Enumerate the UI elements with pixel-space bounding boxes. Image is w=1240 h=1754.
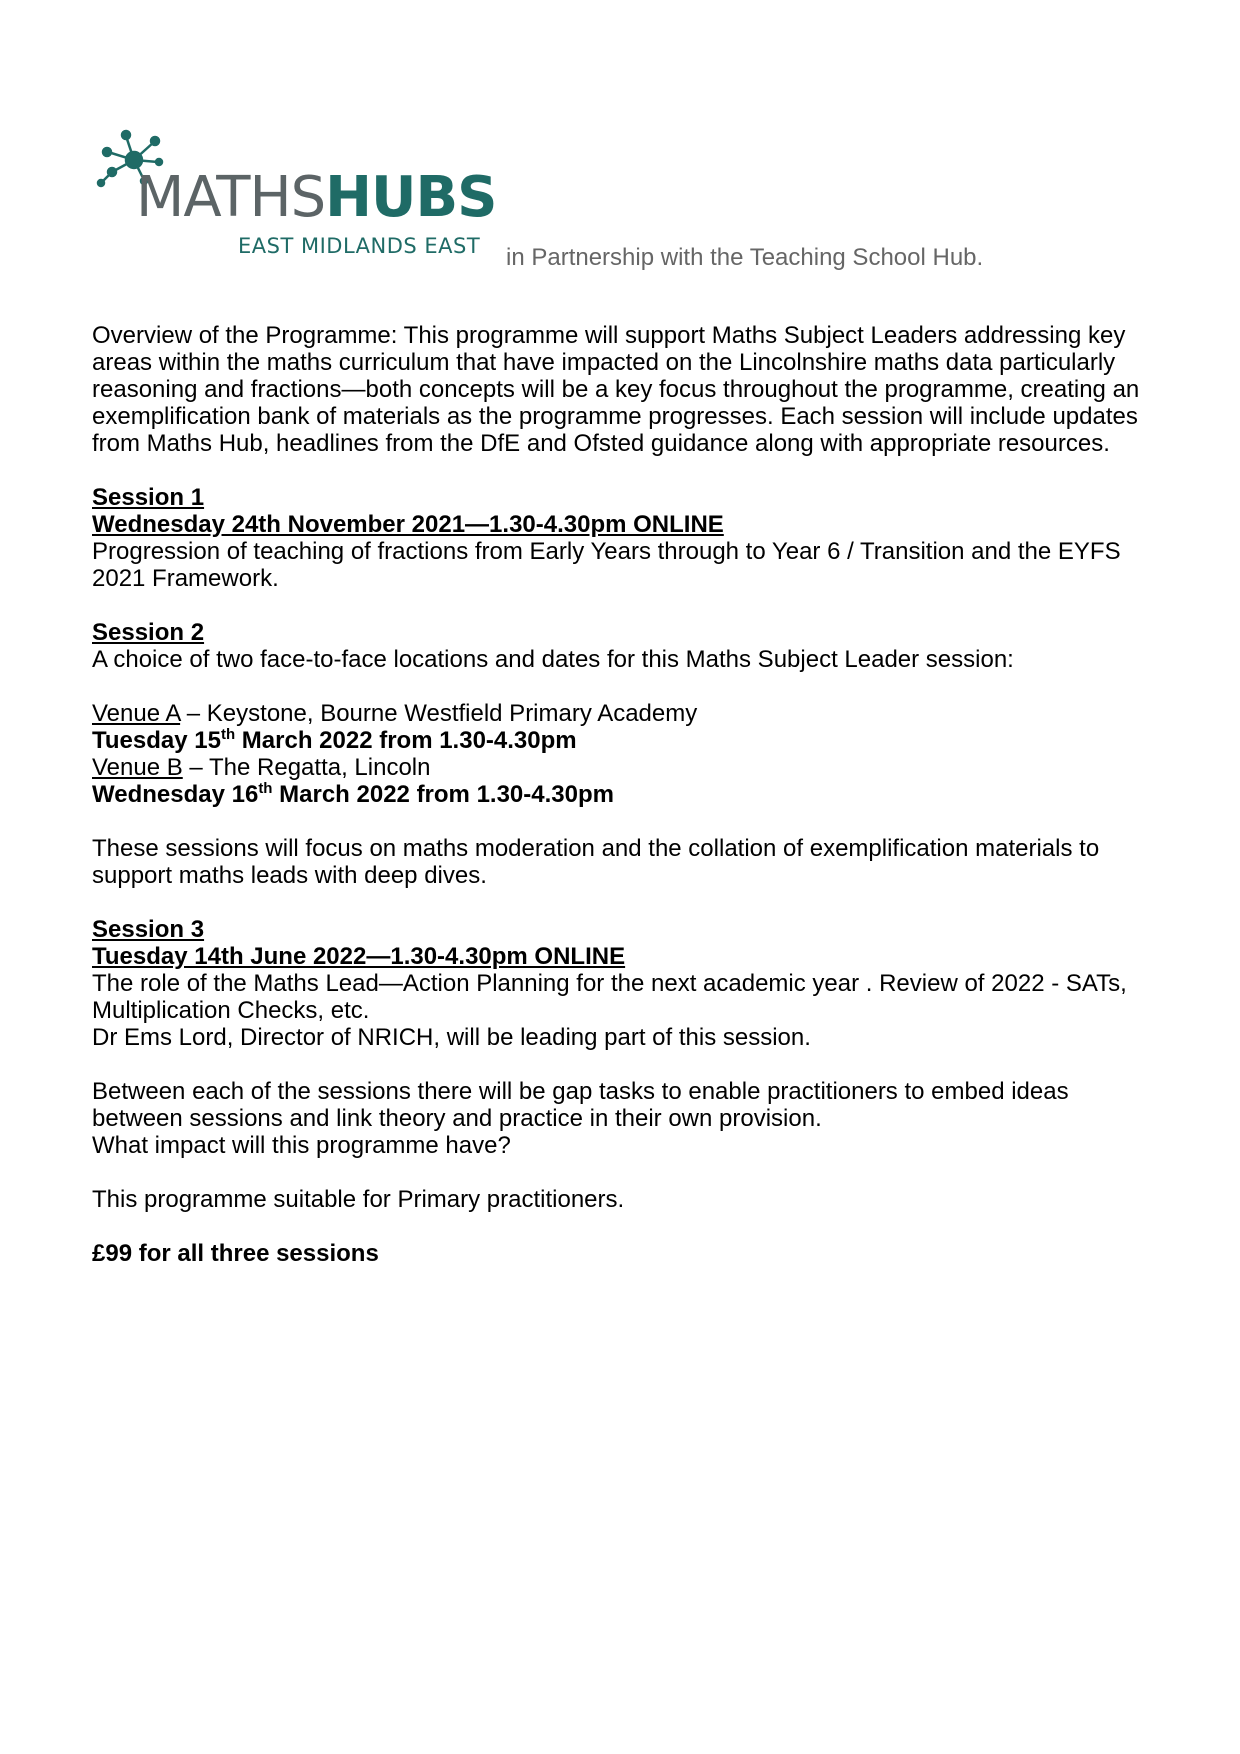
session-2-heading: Session 2 [92, 619, 205, 646]
impact-question: What impact will this programme have? [92, 1132, 511, 1159]
session-3-heading: Session 3 [92, 916, 205, 943]
gap-tasks-paragraph: Between each of the sessions there will be gap tasks to enable practitioners to embed ideas between sessions and link theory and practice in their own provision. [92, 1078, 1069, 1132]
session-2-focus: These sessions will focus on maths moderation and the collation of exemplification materials to support maths leads with deep dives. [92, 835, 1100, 889]
session-1-description: Progression of teaching of fractions from Early Years through to Year 6 / Transition and the EYFS 2021 Framework. [92, 538, 1121, 592]
session-3-speaker: Dr Ems Lord, Director of NRICH, will be leading part of this session. [92, 1024, 811, 1051]
session-3-date: Tuesday 14th June 2022—1.30-4.30pm ONLINE [92, 943, 626, 970]
suitability-text: This programme suitable for Primary practitioners. [92, 1186, 625, 1213]
partnership-text: in Partnership with the Teaching School Hub. [506, 244, 984, 271]
logo-region: EAST MIDLANDS EAST [238, 234, 481, 258]
session-1-date: Wednesday 24th November 2021—1.30-4.30pm ONLINE [92, 511, 724, 538]
venue-b-date: Wednesday 16th March 2022 from 1.30-4.30pm [92, 780, 614, 808]
maths-hubs-logo [96, 128, 496, 268]
overview-paragraph: Overview of the Programme: This programme will support Maths Subject Leaders addressing key areas within the maths curriculum that have impacted on the Lincolnshire maths data particularly reasoning and fractions—both concepts will be a key focus throughout the programme, creating an exemplification bank of materials as the programme progresses. Each session will include updates from Maths Hub, headlines from the DfE and Ofsted guidance along with appropriate resources. [92, 322, 1140, 457]
venue-a-date: Tuesday 15th March 2022 from 1.30-4.30pm [92, 726, 577, 754]
venue-b-text: – The Regatta, Lincoln [182, 754, 431, 781]
session-1-heading: Session 1 [92, 484, 205, 511]
venue-a-text: – Keystone, Bourne Westfield Primary Academy [180, 700, 698, 727]
session-2-intro: A choice of two face-to-face locations and dates for this Maths Subject Leader session: [92, 646, 1014, 673]
programme-content [92, 322, 1152, 1267]
venue-a-line [92, 700, 1152, 727]
logo-wordmark: MATHSHUBS [136, 165, 497, 230]
price-text: £99 for all three sessions [92, 1240, 379, 1267]
session-3-description: The role of the Maths Lead—Action Planning for the next academic year . Review of 2022 - SATs, Multiplication Checks, etc. [92, 970, 1127, 1024]
venue-b-label: Venue B [92, 754, 183, 781]
venue-b-line [92, 754, 1152, 781]
venue-a-label: Venue A [92, 700, 181, 727]
